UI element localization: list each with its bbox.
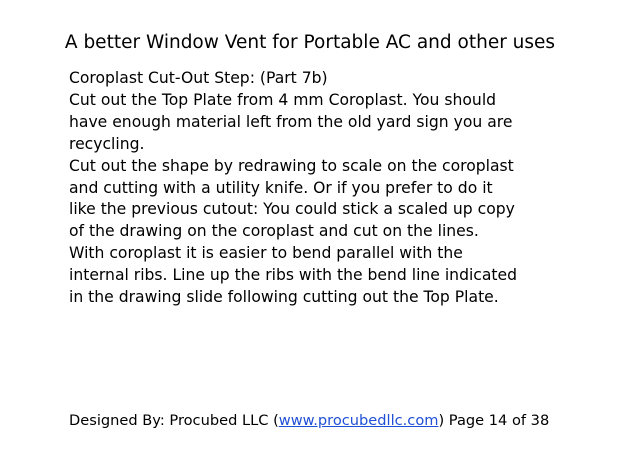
body-line: With coroplast it is easier to bend parallel with the (69, 244, 463, 263)
body-line: have enough material left from the old yard sign you are (69, 112, 513, 131)
footer-page-number: ) Page 14 of 38 (438, 412, 550, 429)
body-line: like the previous cutout: You could stick a scaled up copy (69, 200, 515, 219)
body-line: and cutting with a utility knife. Or if you prefer to do it (69, 178, 493, 197)
body-line: internal ribs. Line up the ribs with the bend line indicated (69, 266, 518, 285)
footer-prefix: Designed By: Procubed LLC ( (69, 412, 279, 429)
website-link[interactable]: www.procubedllc.com (278, 412, 439, 429)
body-line: Coroplast Cut-Out Step: (Part 7b) (69, 69, 328, 87)
body-line: Cut out the Top Plate from 4 mm Coroplast. You should (69, 90, 497, 109)
body-line: Cut out the shape by redrawing to scale on the coroplast (69, 156, 514, 175)
slide-body (69, 68, 609, 309)
slide-footer (69, 411, 549, 431)
body-line: of the drawing on the coroplast and cut on the lines. (69, 222, 479, 241)
body-line: in the drawing slide following cutting out the Top Plate. (69, 288, 499, 307)
slide-title: A better Window Vent for Portable AC and other uses (64, 32, 556, 53)
body-line: recycling. (69, 134, 145, 153)
